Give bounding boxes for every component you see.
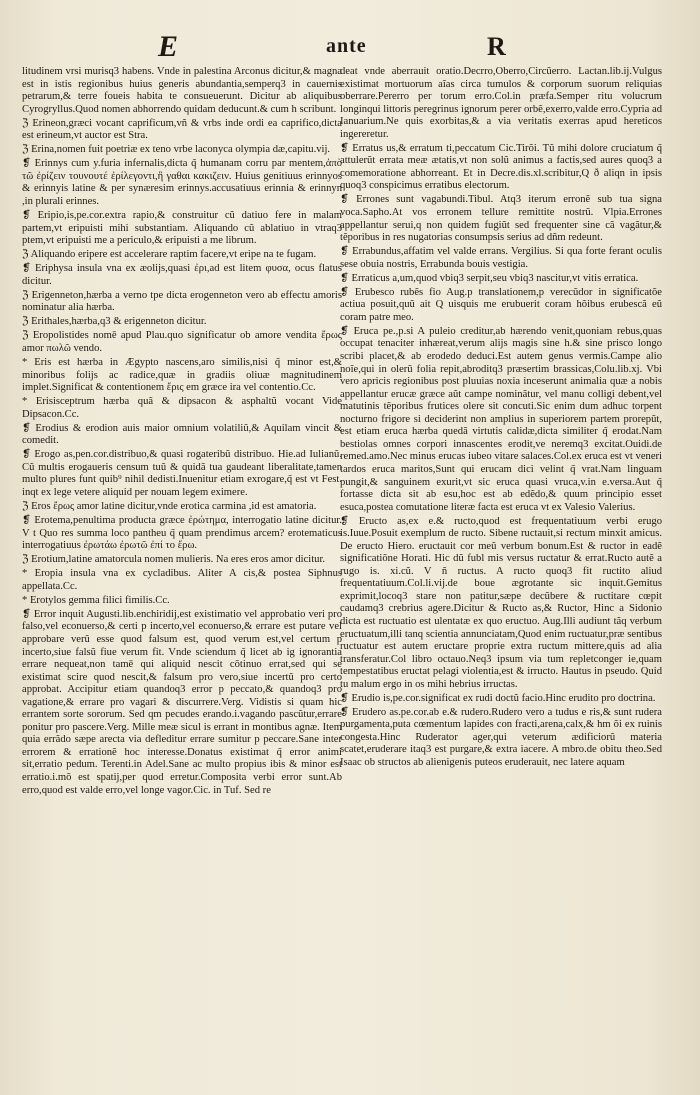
left-column: [22, 66, 342, 799]
entry-paragraph: ❡ Erraticus a,um,quod vbiq3 serpit,seu vbiq3 nascitur,vt vitis erratica.: [340, 272, 639, 284]
entry-paragraph: ❡ Erudio is,pe.cor.significat ex rudi doctũ facio.Hinc erudito pro doctrina.: [340, 692, 656, 704]
entry-paragraph: * Eris est hærba in Ægypto nascens,aro similis,nisi q̃ minor est,& minoribus folijs ac radice,quæ in gradiis oliuæ magnitudinem implet.Significat & contentionem ἔρις em græce ira vel contentio.Cc.: [22, 357, 342, 394]
page-header: [0, 30, 700, 70]
entry-paragraph: ❡ Errabundus,affatim vel valde errans. Vergilius. Si qua forte ferant oculis sese obuia nostris, Errabunda bouis vestigia.: [340, 246, 662, 270]
entry-paragraph: ❡ Erudero as.pe.cor.ab e.& rudero.Rudero vero a tudus e ris,& sunt rudera purgamenta,puta cœmentum lapides con fracti,arena,calx,& hm õi ex ruinis congesta.Hinc Ruderator ager,qui veterum ædificiorũ materia scatet,eruderare itaq3 est purgare,& extra iacere. A mbro.de obitu theo.Sed Isaac ob structos ab alienigenis puteos eruderauit, nec latere aquam: [340, 706, 662, 769]
entry-paragraph: ❡ Erodius & erodion auis maior omnium volatiliũ,& Aquilam vincit & comedit.: [22, 422, 342, 447]
entry-paragraph: ❡ Errones sunt vagabundi.Tibul. Atq3 iterum erronẽ sub tua signa voca.Sapho.At vos erronem tellure remittite nostrũ. Vlpia.Errones appellantur serui,q non quidem fugiũt sed frequenter sine cã vagãtur,& tẽporibus in res nugatorias consumpsis serius ad dñm redeunt.: [340, 194, 662, 244]
entry-paragraph: ℨ Erotium,latine amatorcula nomen mulieris. Na eres eros amor dicitur.: [22, 554, 326, 566]
entry-paragraph: ❡ Erotema,penultima producta græce ἐρώτημα, interrogatio latine dicitur. V t Quo res summa loco pantheu q̃ quam prendimus arcem? erotematicus interrogatiuus ἐρωτάω ἐρωτῶ ἐπί το ἔρω.: [22, 515, 342, 552]
entry-paragraph: ℨ Erithales,hærba,q3 & erigenneton dicitur.: [22, 316, 207, 328]
header-initial-right: R: [487, 32, 507, 61]
entry-paragraph: litudinem vrsi murisq3 habens. Vnde in palestina Arconus dicitur,& magna est in istis regionibus huius generis abundantia,semperq3 in cauernis petrarum,& terre foueis habita te consueuerunt. Dicitur ab aliquibus Cyrogryllus.Quod nomen abhorrendo quidam deducunt.& cum h scribunt.: [22, 66, 342, 115]
entry-paragraph: ℨ Aliquando eripere est accelerare raptim facere,vt eripe na te fugam.: [22, 249, 317, 261]
entry-paragraph: ❡ Eructo as,ex e.& ructo,quod est frequentatiuum verbi erugo is.Iuue.Posuit exemplum de ructo. Sibene ructauit,si rectum minxit amicus. De eructo Hiero. eructauit cor meũ verbum bonum.Est & ructor in eadẽ significatiõne Horati. Hic dũ fubl mis versus ructatur & errat.Ructo autẽ a rugo is. xi.cũ. V ñ ructus. A ructo quoq3 fit ructito aliud frequentatiuum.Col.li.vij.de boue ægrotante sic inquit.Gemitus exprimit,locoq3 stare non patitur,sæpe decũbere & ructitare cœpit caudamq3 crebrius agere.Dicitur & Ructo as,& Ructor, Hinc a Sidonio dicta est ructuatio est ulentatæ ex quo eructuo. Aug.Illi audiunt tãq verbum eructuatum,illi tanq scientia annunciatam,Quod enim ructuatur,præ sentibus ructuatur est autem eructare proprie extra ructum mittere,quis ad alia transferatur.Col libro octauo.Neq3 ipsum via tum repletconger ie,quam tempestatibus eructat pelagi violentia,est & irructo. Hautus in pseudo. Quid tu malum ergo in os mihi hebrius irructas.: [340, 515, 662, 690]
right-column: [340, 66, 662, 771]
entry-paragraph: ℨ Eros ἔρως amor latine dicitur,vnde erotica carmina ,id est amatoria.: [22, 501, 317, 513]
entry-paragraph: deat vnde aberrauit oratio.Decrro,Oberro,Circũerro. Lactan.lib.ij.Vulgus existimat mortuorum aĩas circa tumulos & corporum suorum reliquias oberrare.Pererro per torum erro.Col.in præfa.Semper ritu volucrum longinqui littoris peregrinus ignorum perer orbẽ,exerro,valde erro.Cypria ad Ianuarium.Ne quis exorbitas,& a via veritatis exerras apud hereticos ingereretur.: [340, 66, 662, 140]
entry-paragraph: ℨ Erigenneton,hærba a verno tpe dicta erogenneton vero ab effectu amoris nominatur alia hærba.: [22, 289, 342, 314]
entry-paragraph: ❡ Erinnys cum y.furia infernalis,dicta q̃ humanam corru par mentem,ἀπὸ τῶ ἐρίζειν τουνουτέ ἐρίλεγοντι,ἢ γαθαι κακιζειν. Huius genitiuus erinnyos & erinnyis latine & per synæresim erinnys.accusatiuus erinnia & erinnyn ,in plurali erinnes.: [22, 158, 342, 207]
header-initial-left: E: [158, 30, 180, 63]
entry-paragraph: ❡ Erogo as,pen.cor.distribuo,& quasi rogateribũ distribuo. Hie.ad Iulianũ. Cũ multis erogaueris censum tuũ & quidã tua gaudeant liberalitate,tamen multo plures funt quib⁹ nihil dedisti.Inuenitur etiam exrogare,q̃ est vt Fest. inqt ex lege vetere aliquid per nouam legem eximere.: [22, 449, 342, 498]
entry-paragraph: ❡ Error inquit Augusti.lib.enchiridij,est existimatio vel approbatio veri pro falso,vel econuerso,& certi p incerto,vel econuerso,& errare est putare vel approbare verũ esse quod falsum est, quod verum est,vel certum p incerto,siue falsũ fiue verum fit. Vnde sciendum q̃ licet ab ig ignorantia errare nequeat,non tamē qui aliquid nescit cõtinuo errat,sed qui se existimat scire quod nescit,& falsum pro vero,siue incertũ pro certo approbat. Accipitur etiam quandoq3 error p peccato,& quandoq3 pro vagatione,& errare pro vagari & discurrere.Verg. Vidistis si quam hic errantem sorte sororum. Sed qm pecudes erando.i.vagando pascũtur,errare ponitur pro pascere.Verg. Mille meæ sicul is errant in montibus agnæ. Item quia errãdo sæpe arecta via defleditur errare sumitur p peccare.Sane inter errorem & errationẽ hoc interesse.Donatus existimat q̃ error animi sit,erratio pedum. Terenti.in Adel.Sane ac multo propius ibis & minor est erratio.i.mõ est spatij,per quod erretur.Composita verbi error sunt.Ab erro,quod est valde erro,vel longe vagor.Cic. in Tuf. Sed re: [22, 608, 342, 796]
entry-paragraph: * Erotylos gemma filici fimilis.Cc.: [22, 594, 170, 606]
entry-paragraph: ❡ Eruca pe.,p.si A puleio creditur,ab hærendo venit,quoniam rebus,quas occupat tenaciter inhæreat,verum alijs magis sine h.& sine prisco longo scribi placet,& ab erodedo deduci.Est autem genus vermis.Campe alio noĩe,qui in olerũ folia repit,abroditq3 præsertim brassicas,Colu.lib.xj. Vbi vero apricis regionibus post pluuias noxia inceserunt animalia quæ a nobis appellantur erucæ græce aũt campe nominãtur, vel manu colligi debent,vel matutinis tẽporibus frutices olere sit concuti.Sic enim dum adhuc torpent nocturno frigore si deciderint non amplius in superiorem partem prorepũt, est etiam eruca hærba quedã virtutis calidæ,dicta similiter q̃ erodat.Nam bestiolas omnes corpori innascentes erodit,ve neremq3 excitat.Ouidi.de remed.amo.Nec minus erucas iubeo vitare salaces.Col.ex eruca est vt veneri tardos eruca maritos,Sunt qui erucam dici velint q̃ vrat.Nam linguam pungit,& sanguinem exurit,vt sic eruca quasi vruca,v.in e.versa.Aut q̃ fortasse dicta sit ab esu,hoc est ab edẽdo,& quum principio esset esuca,postea comutatione literæ facta est eruca vt ex Valesio Valerius.: [340, 325, 662, 513]
entry-paragraph: ❡ Erubesco rubẽs fio Aug.p translationem,p verecũdor in significatõe actiua posuit,quũ ait Q uisquis me erubuerit coram hõibus erubescã eũ coram patre meo.: [340, 286, 662, 323]
entry-paragraph: ❡ Erratus us,& erratum ti,peccatum Cic.Tirõi. Tũ mihi dolore cruciatum q̃ attulerũt errata meæ ætatis,vt non solũ animus a factis,sed aures quoq3 a comemoratione abhorreant. Et in Decre.dis.xl.scribitur,Q ð aliqn in ipsis quoq3 conspicimus erratibus electorum.: [340, 142, 662, 192]
entry-paragraph: ℨ Eropolistides nomē apud Plau.quo significatur ob amore vendita ἔρως amor πωλῶ vendo.: [22, 330, 342, 354]
entry-paragraph: ❡ Eriphysa insula vna ex æolijs,quasi ἐρι,ad est litem φυσα, ocus flatus dicitur.: [22, 263, 342, 287]
entry-paragraph: * Erisisceptrum hærba quã & dipsacon & asphaltũ vocant Vide Dipsacon.Cc.: [22, 396, 342, 420]
entry-paragraph: ❡ Eripio,is,pe.cor.extra rapio,& construitur cũ datiuo fere in malam partem,vt eripuisti mihi substantiam. Aliquando cũ ablatiuo in vtraq3 ptem,vt eripuisti me a periculo,& eripuisti a me librum.: [22, 210, 342, 247]
entry-paragraph: ℨ Erina,nomen fuit poetriæ ex teno vrbe laconyca olympia dæ,capitu.vij.: [22, 144, 331, 156]
entry-paragraph: ℨ Erineon,græci vocant caprificum,vñ & vrbs inde ordi ea caprifico,dicta est erineum,vt auctor est Stra.: [22, 117, 342, 142]
header-running-title: ante: [326, 35, 367, 57]
entry-paragraph: * Eropia insula vna ex cycladibus. Aliter A cis,& postea Siphnus appellata.Cc.: [22, 568, 342, 592]
